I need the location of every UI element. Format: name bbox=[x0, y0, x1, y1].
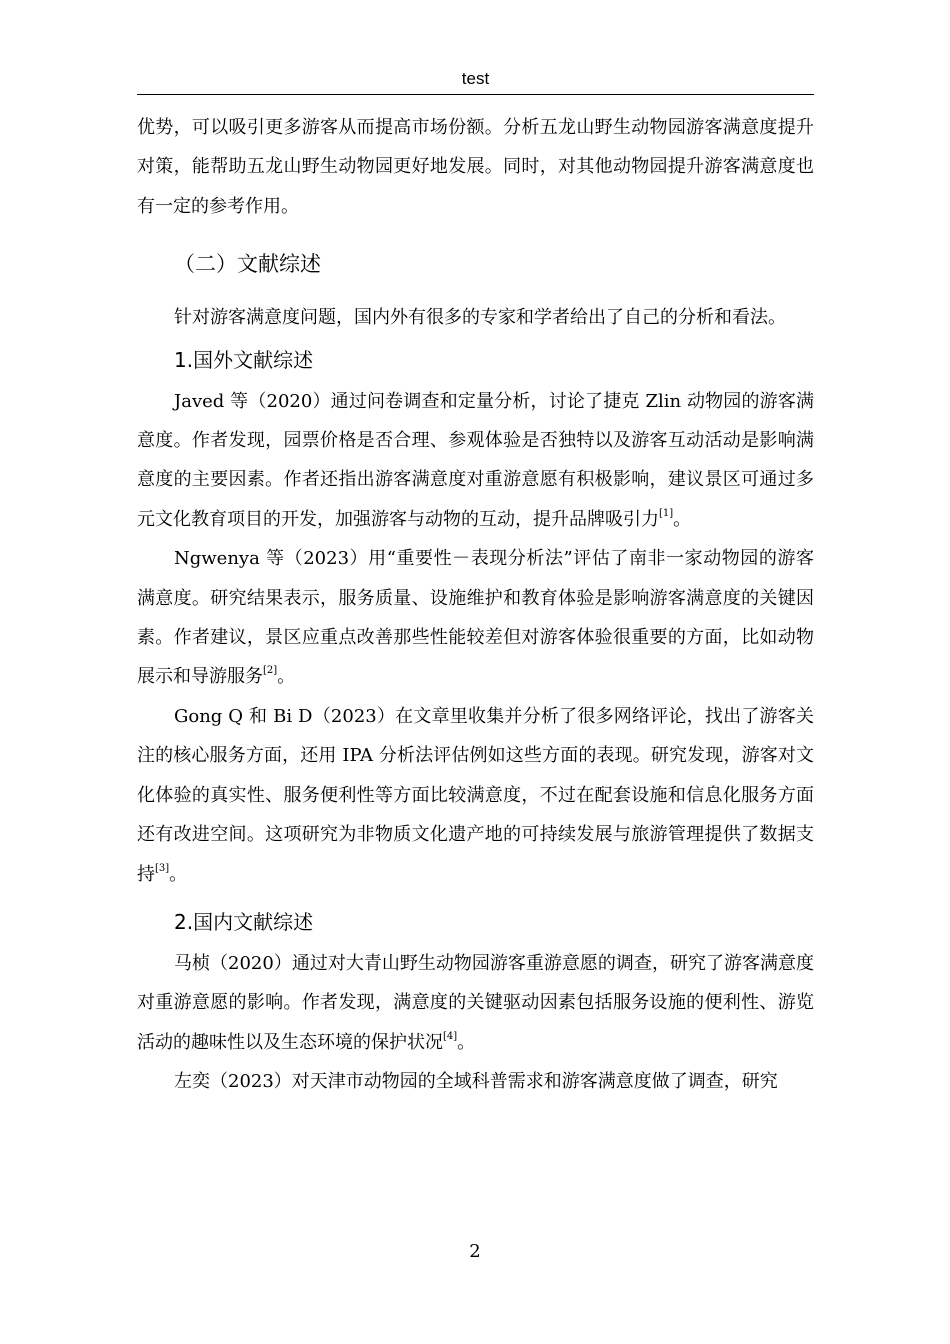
paragraph-end: 。 bbox=[457, 1031, 476, 1053]
paragraph-text: Javed 等（2020）通过问卷调查和定量分析，讨论了捷克 Zlin 动物园的游客满意度。作者发现，园票价格是否合理、参观体验是否独特以及游客互动活动是影响满意度的主要因素。作者还指出游客满意度对重游意愿有积极影响，建议景区可通过多元文化教育项目的开发，加强游客与动物的互动，提升品牌吸引力 bbox=[137, 390, 814, 530]
paragraph-end: 。 bbox=[673, 508, 692, 530]
citation-3: [3] bbox=[155, 862, 170, 874]
header-title: test bbox=[461, 69, 490, 88]
section-heading: （二）文献综述 bbox=[174, 252, 321, 277]
foreign-paragraph-1 bbox=[137, 382, 814, 540]
page-number: 2 bbox=[469, 1241, 481, 1262]
foreign-paragraph-3 bbox=[137, 697, 814, 894]
paragraph-end: 。 bbox=[169, 863, 188, 885]
paragraph-text: Ngwenya 等（2023）用“重要性－表现分析法”评估了南非一家动物园的游客满意度。研究结果表示，服务质量、设施维护和教育体验是影响游客满意度的关键因素。作者建议，景区应重点改善那些性能较差但对游客体验很重要的方面，比如动物展示和导游服务 bbox=[137, 548, 814, 688]
citation-1: [1] bbox=[659, 507, 674, 519]
domestic-paragraph-1 bbox=[137, 944, 814, 1062]
document-body bbox=[137, 108, 814, 1102]
intro-paragraph: 优势，可以吸引更多游客从而提高市场份额。分析五龙山野生动物园游客满意度提升对策，能帮助五龙山野生动物园更好地发展。同时，对其他动物园提升游客满意度也有一定的参考作用。 bbox=[137, 117, 814, 217]
citation-4: [4] bbox=[443, 1030, 458, 1042]
foreign-paragraph-2 bbox=[137, 539, 814, 697]
paragraph-text: 马桢（2020）通过对大青山野生动物园游客重游意愿的调查，研究了游客满意度对重游意愿的影响。作者发现，满意度的关键驱动因素包括服务设施的便利性、游览活动的趣味性以及生态环境的保护状况 bbox=[137, 952, 814, 1053]
citation-2: [2] bbox=[263, 665, 278, 677]
page-header bbox=[137, 66, 814, 95]
domestic-review-heading: 2.国内文献综述 bbox=[174, 909, 314, 934]
paragraph-text: Gong Q 和 Bi D（2023）在文章里收集并分析了很多网络评论，找出了游客关注的核心服务方面，还用 IPA 分析法评估例如这些方面的表现。研究发现，游客对文化体验的真实性、服务便利性等方面比较满意度，不过在配套设施和信息化服务方面还有改进空间。这项研究为非物质文化遗产地的可持续发展与旅游管理提供了数据支持 bbox=[137, 705, 814, 885]
domestic-paragraph-2 bbox=[137, 1062, 814, 1101]
lead-paragraph: 针对游客满意度问题，国内外有很多的专家和学者给出了自己的分析和看法。 bbox=[174, 307, 786, 329]
paragraph-text: 左奕（2023）对天津市动物园的全域科普需求和游客满意度做了调查，研究 bbox=[174, 1071, 778, 1093]
foreign-review-heading: 1.国外文献综述 bbox=[174, 347, 314, 372]
paragraph-end: 。 bbox=[277, 666, 296, 688]
